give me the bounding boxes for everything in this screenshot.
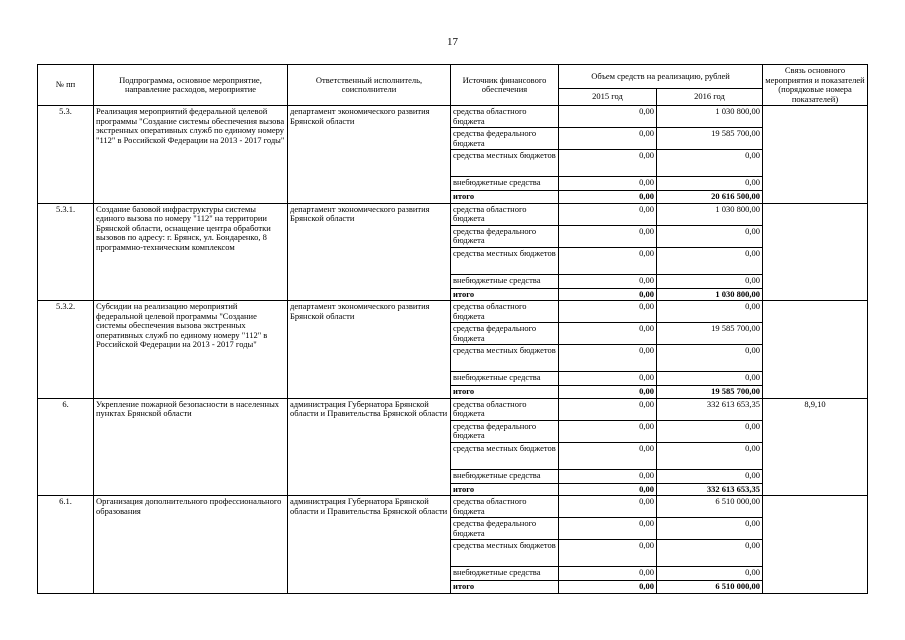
amount-2015: 0,00 (559, 386, 657, 399)
amount-2016: 6 510 000,00 (657, 496, 763, 518)
amount-2015: 0,00 (559, 191, 657, 204)
row-number: 5.3. (38, 106, 94, 204)
amount-2015: 0,00 (559, 469, 657, 483)
amount-2016: 0,00 (657, 177, 763, 191)
indicator-link (763, 203, 868, 301)
amount-2015: 0,00 (559, 225, 657, 247)
amount-2015: 0,00 (559, 518, 657, 540)
table-row (38, 301, 868, 323)
header-source: Источник финансового обеспечения (451, 65, 559, 106)
amount-2016: 20 616 500,00 (657, 191, 763, 204)
source-cell: внебюджетные средства (451, 372, 559, 386)
header-amount-group: Объем средств на реализацию, рублей (559, 65, 763, 89)
source-cell: итого (451, 483, 559, 496)
source-cell: средства областного бюджета (451, 106, 559, 128)
amount-2015: 0,00 (559, 398, 657, 420)
source-cell: средства федерального бюджета (451, 128, 559, 150)
source-cell: средства федерального бюджета (451, 323, 559, 345)
source-cell: итого (451, 191, 559, 204)
amount-2015: 0,00 (559, 420, 657, 442)
amount-2015: 0,00 (559, 540, 657, 567)
source-cell: средства федерального бюджета (451, 225, 559, 247)
amount-2016: 0,00 (657, 150, 763, 177)
amount-2016: 0,00 (657, 442, 763, 469)
amount-2016: 19 585 700,00 (657, 386, 763, 399)
amount-2015: 0,00 (559, 301, 657, 323)
program-title: Создание базовой инфраструктуры системы единого вызова по номеру "112" на территории Брянской области, оснащение центра обработки вызовов по адресу: г. Брянск, ул. Бондаренко, 8 программно-техническим комплексом (94, 203, 288, 301)
program-title: Субсидии на реализацию мероприятий федеральной целевой программы "Создание системы обеспечения вызова экстренных оперативных служб по единому номеру "112" в Российской Федерации на 2013 - 2017 годы" (94, 301, 288, 399)
amount-2015: 0,00 (559, 442, 657, 469)
source-cell: средства областного бюджета (451, 496, 559, 518)
amount-2016: 0,00 (657, 247, 763, 274)
amount-2015: 0,00 (559, 106, 657, 128)
source-cell: средства федерального бюджета (451, 518, 559, 540)
amount-2015: 0,00 (559, 483, 657, 496)
amount-2016: 0,00 (657, 345, 763, 372)
source-cell: внебюджетные средства (451, 567, 559, 581)
source-cell: средства областного бюджета (451, 301, 559, 323)
amount-2015: 0,00 (559, 203, 657, 225)
amount-2016: 0,00 (657, 420, 763, 442)
amount-2016: 332 613 653,35 (657, 398, 763, 420)
amount-2016: 0,00 (657, 469, 763, 483)
table-row (38, 398, 868, 420)
indicator-link (763, 106, 868, 204)
amount-2015: 0,00 (559, 496, 657, 518)
header-num: № пп (38, 65, 94, 106)
source-cell: итого (451, 288, 559, 301)
row-number: 6.1. (38, 496, 94, 594)
indicator-link (763, 301, 868, 399)
amount-2015: 0,00 (559, 567, 657, 581)
amount-2016: 0,00 (657, 301, 763, 323)
header-program: Подпрограмма, основное мероприятие, направление расходов, мероприятие (94, 65, 288, 106)
program-title: Организация дополнительного профессионального образования (94, 496, 288, 594)
source-cell: итого (451, 581, 559, 594)
executor-name: департамент экономического развития Брянской области (288, 203, 451, 301)
amount-2015: 0,00 (559, 323, 657, 345)
amount-2015: 0,00 (559, 581, 657, 594)
budget-table (37, 64, 868, 594)
executor-name: администрация Губернатора Брянской области и Правительства Брянской области (288, 496, 451, 594)
indicator-link (763, 496, 868, 594)
source-cell: средства местных бюджетов (451, 247, 559, 274)
source-cell: средства областного бюджета (451, 398, 559, 420)
source-cell: итого (451, 386, 559, 399)
amount-2015: 0,00 (559, 345, 657, 372)
amount-2016: 0,00 (657, 518, 763, 540)
header-row (38, 65, 868, 89)
row-number: 6. (38, 398, 94, 496)
amount-2016: 19 585 700,00 (657, 323, 763, 345)
amount-2015: 0,00 (559, 274, 657, 288)
source-cell: средства областного бюджета (451, 203, 559, 225)
page-number: 17 (447, 36, 458, 48)
amount-2016: 19 585 700,00 (657, 128, 763, 150)
header-year-2015: 2015 год (559, 88, 657, 105)
amount-2016: 1 030 800,00 (657, 106, 763, 128)
amount-2016: 0,00 (657, 372, 763, 386)
amount-2016: 6 510 000,00 (657, 581, 763, 594)
table-row (38, 496, 868, 518)
amount-2016: 0,00 (657, 567, 763, 581)
indicator-link: 8,9,10 (763, 398, 868, 496)
amount-2015: 0,00 (559, 150, 657, 177)
source-cell: внебюджетные средства (451, 469, 559, 483)
source-cell: средства местных бюджетов (451, 150, 559, 177)
source-cell: внебюджетные средства (451, 274, 559, 288)
program-title: Укрепление пожарной безопасности в населенных пунктах Брянской области (94, 398, 288, 496)
amount-2016: 0,00 (657, 540, 763, 567)
amount-2015: 0,00 (559, 177, 657, 191)
amount-2015: 0,00 (559, 372, 657, 386)
amount-2016: 332 613 653,35 (657, 483, 763, 496)
table-row (38, 203, 868, 225)
amount-2016: 1 030 800,00 (657, 288, 763, 301)
source-cell: внебюджетные средства (451, 177, 559, 191)
amount-2016: 0,00 (657, 225, 763, 247)
amount-2015: 0,00 (559, 288, 657, 301)
row-number: 5.3.2. (38, 301, 94, 399)
program-title: Реализация мероприятий федеральной целевой программы "Создание системы обеспечения вызова экстренных оперативных служб по единому номеру "112" в Российской Федерации на 2013 - 2017 годы" (94, 106, 288, 204)
executor-name: администрация Губернатора Брянской области и Правительства Брянской области (288, 398, 451, 496)
source-cell: средства местных бюджетов (451, 442, 559, 469)
header-executor: Ответственный исполнитель, соисполнители (288, 65, 451, 106)
table-body (38, 106, 868, 594)
source-cell: средства местных бюджетов (451, 345, 559, 372)
amount-2015: 0,00 (559, 128, 657, 150)
executor-name: департамент экономического развития Брянской области (288, 301, 451, 399)
amount-2016: 1 030 800,00 (657, 203, 763, 225)
amount-2015: 0,00 (559, 247, 657, 274)
amount-2016: 0,00 (657, 274, 763, 288)
header-link: Связь основного мероприятия и показателей (порядковые номера показателей) (763, 65, 868, 106)
source-cell: средства местных бюджетов (451, 540, 559, 567)
executor-name: департамент экономического развития Брянской области (288, 106, 451, 204)
source-cell: средства федерального бюджета (451, 420, 559, 442)
header-year-2016: 2016 год (657, 88, 763, 105)
row-number: 5.3.1. (38, 203, 94, 301)
table-row (38, 106, 868, 128)
